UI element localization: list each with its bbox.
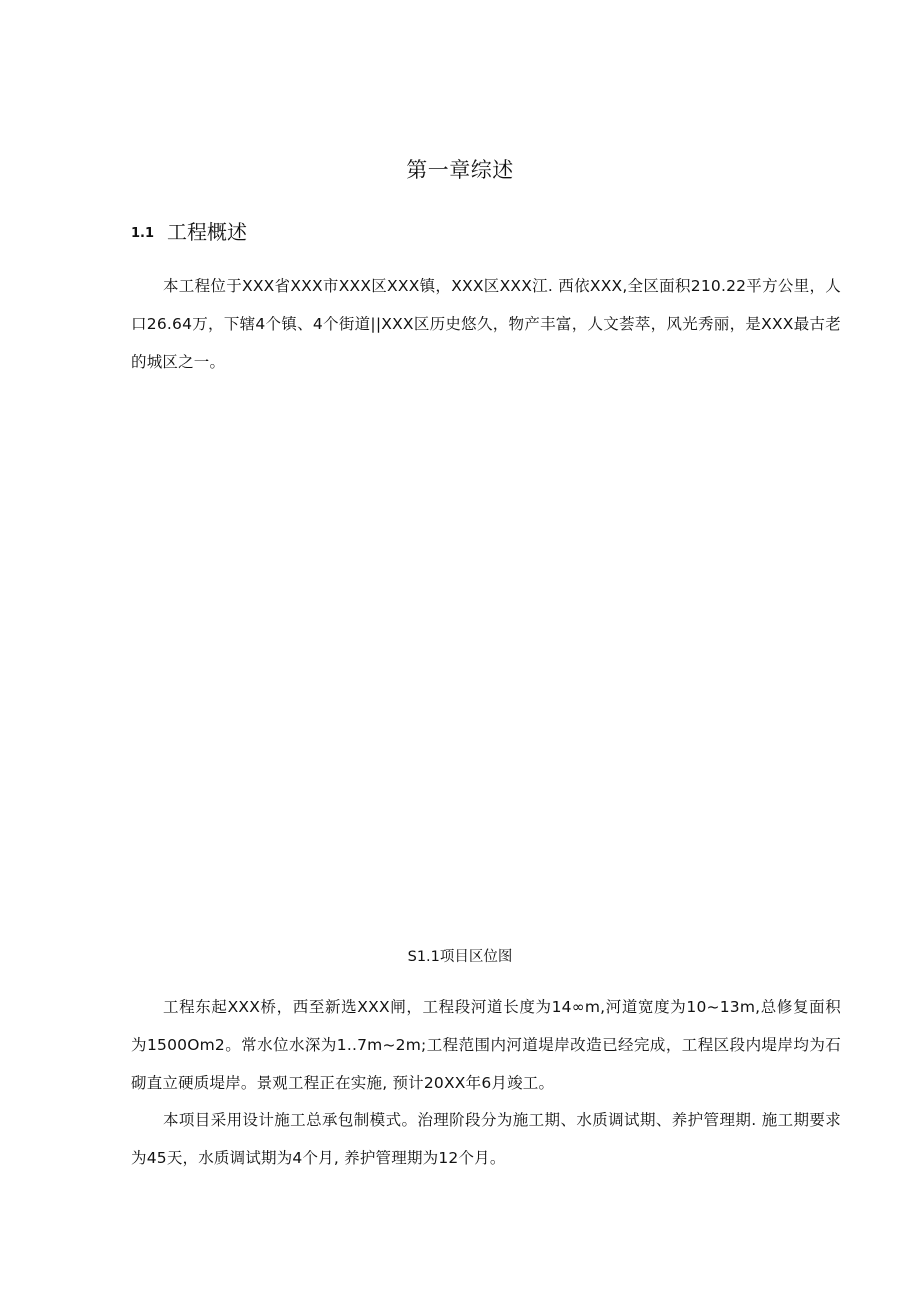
figure-caption: S1.1项目区位图 bbox=[407, 949, 513, 965]
intro-paragraph: 本工程位于XXX省XXX市XXX区XXX镇，XXX区XXX江. 西依XXX,全区面积210.22平方公里，人口26.64万，下辖4个镇、4个街道||XXX区历史悠久，物产丰富，人文荟萃，风光秀丽，是XXX最古老的城区之一。 bbox=[131, 276, 841, 371]
project-details-paragraph: 工程东起XXX桥，西至新选XXX闸，工程段河道长度为14∞m,河道宽度为10~13m,总修复面积为1500Om2。常水位水深为1..7m~2m;工程范围内河道堤岸改造已经完成，工程区段内堤岸均为石砌直立硬质堤岸。景观工程正在实施, 预计20XX年6月竣工。 bbox=[131, 997, 841, 1092]
project-mode-paragraph: 本项目采用设计施工总承包制模式。治理阶段分为施工期、水质调试期、养护管理期. 施工期要求为45天，水质调试期为4个月, 养护管理期为12个月。 bbox=[131, 1110, 841, 1167]
section-heading bbox=[131, 216, 247, 245]
section-number: 1.1 bbox=[131, 226, 155, 241]
figure-placeholder bbox=[131, 360, 841, 930]
section-title: 工程概述 bbox=[167, 220, 247, 244]
chapter-title: 第一章综述 bbox=[406, 158, 514, 182]
